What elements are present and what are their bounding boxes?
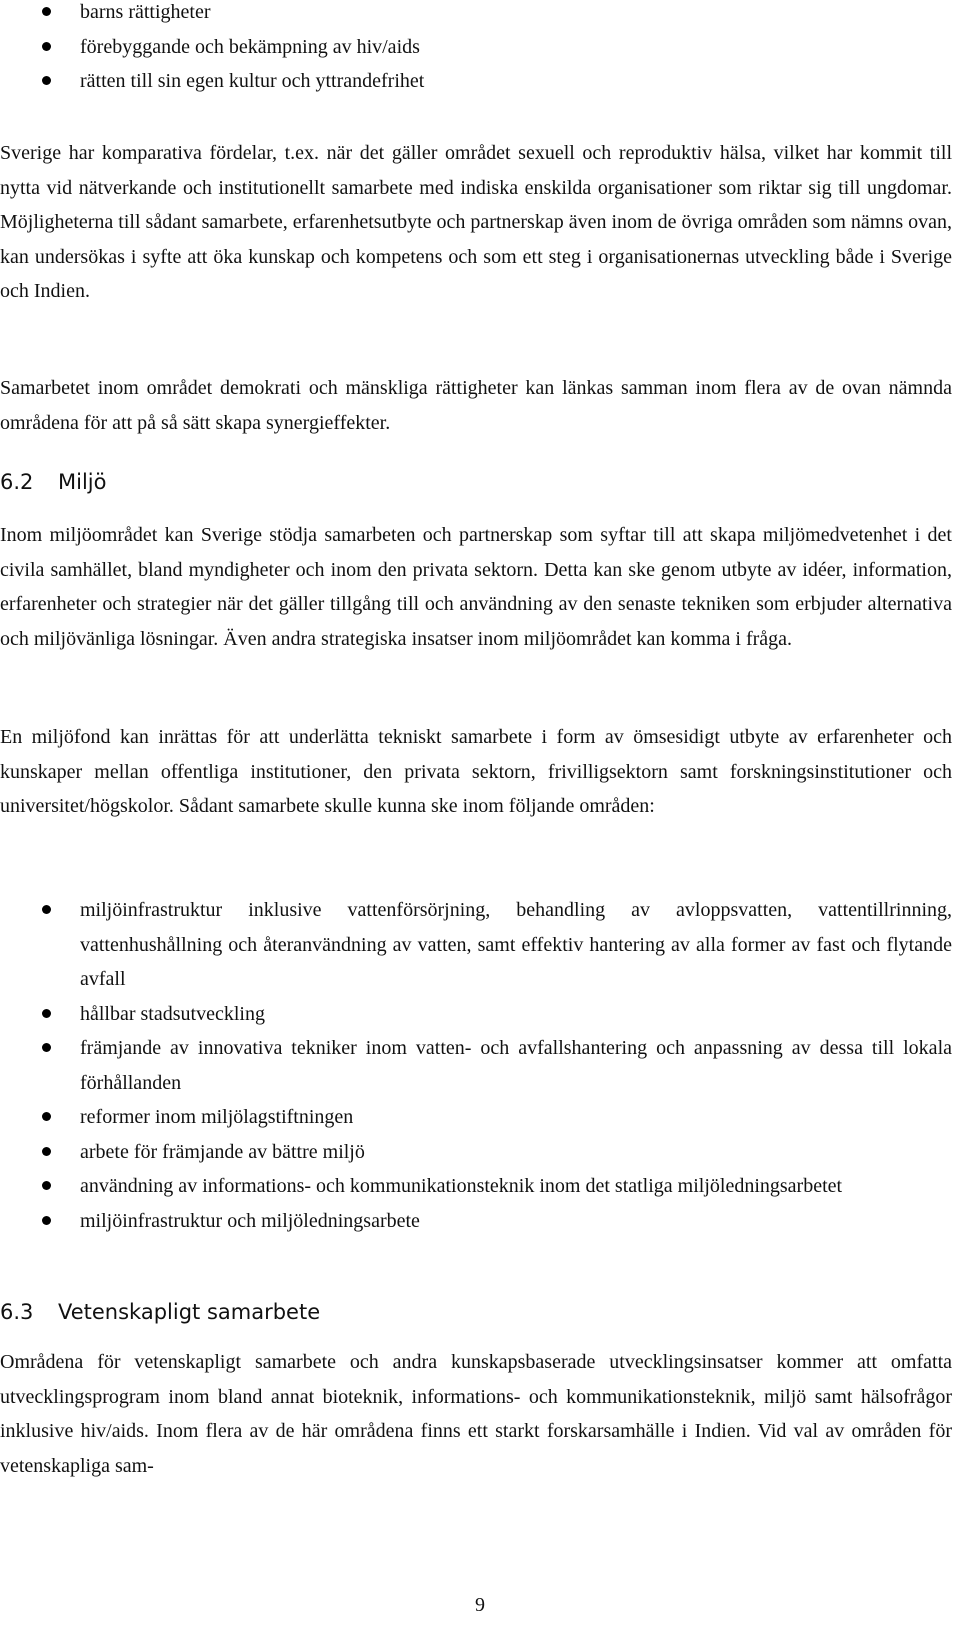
body-paragraph: Sverige har komparativa fördelar, t.ex. när det gäller området sexuell och reproduktiv hälsa, vilket har kommit till nytta vid nätverkande och institutionellt samarbete med indiska enskilda organisationer som riktar sig till ungdomar. Möjligheterna till sådant samarbete, erfarenhetsutbyte och partnerskap även inom de övriga områden som nämns ovan, kan undersökas i syfte att öka kunskap och kompetens och som ett steg i organisationernas utveckling både i Sverige och Indien. — [0, 142, 952, 302]
rights-bullet-list — [0, 0, 952, 99]
list-item: rätten till sin egen kultur och yttrandefrihet — [0, 64, 952, 99]
section-title: Vetenskapligt samarbete — [58, 1300, 321, 1324]
bullet-icon — [42, 905, 51, 914]
bullet-icon — [42, 1147, 51, 1156]
body-paragraph: Inom miljöområdet kan Sverige stödja samarbeten och partnerskap som syftar till att skapa miljömedvetenhet i det civila samhället, bland myndigheter och inom den privata sektorn. Detta kan ske genom utbyte av idéer, information, erfarenheter och strategier när det gäller tillgång till och användning av den senaste tekniken som erbjuder alternativa och miljövänliga lösningar. Även andra strategiska insatser inom miljöområdet kan komma i fråga. — [0, 524, 952, 650]
body-paragraph: Områdena för vetenskapligt samarbete och andra kunskapsbaserade utvecklingsinsatser kommer att omfatta utvecklingsprogram inom bland annat bioteknik, informations- och kommunikationsteknik, miljö samt hälsofrågor inklusive hiv/aids. Inom flera av de här områdena finns ett starkt forskarsamhälle i Indien. Vid val av områden för vetenskapliga sam- — [0, 1351, 952, 1477]
bullet-icon — [42, 1181, 51, 1190]
list-item: miljöinfrastruktur och miljöledningsarbete — [0, 1204, 952, 1239]
bullet-icon — [42, 1043, 51, 1052]
body-paragraph: Samarbetet inom området demokrati och mänskliga rättigheter kan länkas samman inom flera av de ovan nämnda områdena för att på så sätt skapa synergieffekter. — [0, 377, 952, 434]
environment-bullet-list — [0, 893, 952, 1238]
section-number: 6.2 — [0, 470, 34, 494]
list-item: förebyggande och bekämpning av hiv/aids — [0, 30, 952, 65]
section-heading-vetenskapligt-samarbete — [0, 1297, 320, 1327]
list-item: reformer inom miljölagstiftningen — [0, 1100, 952, 1135]
bullet-icon — [42, 1112, 51, 1121]
page-number: 9 — [475, 1594, 485, 1616]
section-number: 6.3 — [0, 1300, 34, 1324]
bullet-icon — [42, 1216, 51, 1225]
body-paragraph: En miljöfond kan inrättas för att underlätta tekniskt samarbete i form av ömsesidigt utbyte av erfarenheter och kunskaper mellan offentliga institutioner, den privata sektorn, frivilligsektorn samt forskningsinstitutioner och universitet/högskolor. Sådant samarbete skulle kunna ske inom följande områden: — [0, 726, 952, 817]
bullet-icon — [42, 42, 51, 51]
list-item: barns rättigheter — [0, 0, 952, 30]
list-item: miljöinfrastruktur inklusive vattenförsörjning, behandling av avloppsvatten, vattentillrinning, vattenhushållning och återanvändning av vatten, samt effektiv hantering av alla former av fast och flytande avfall — [0, 893, 952, 997]
bullet-icon — [42, 7, 51, 16]
list-item: arbete för främjande av bättre miljö — [0, 1135, 952, 1170]
list-item: hållbar stadsutveckling — [0, 997, 952, 1032]
list-item: främjande av innovativa tekniker inom vatten- och avfallshantering och anpassning av dessa till lokala förhållanden — [0, 1031, 952, 1100]
list-item: användning av informations- och kommunikationsteknik inom det statliga miljöledningsarbetet — [0, 1169, 952, 1204]
section-heading-miljo — [0, 467, 106, 497]
bullet-icon — [42, 76, 51, 85]
bullet-icon — [42, 1009, 51, 1018]
section-title: Miljö — [58, 470, 107, 494]
